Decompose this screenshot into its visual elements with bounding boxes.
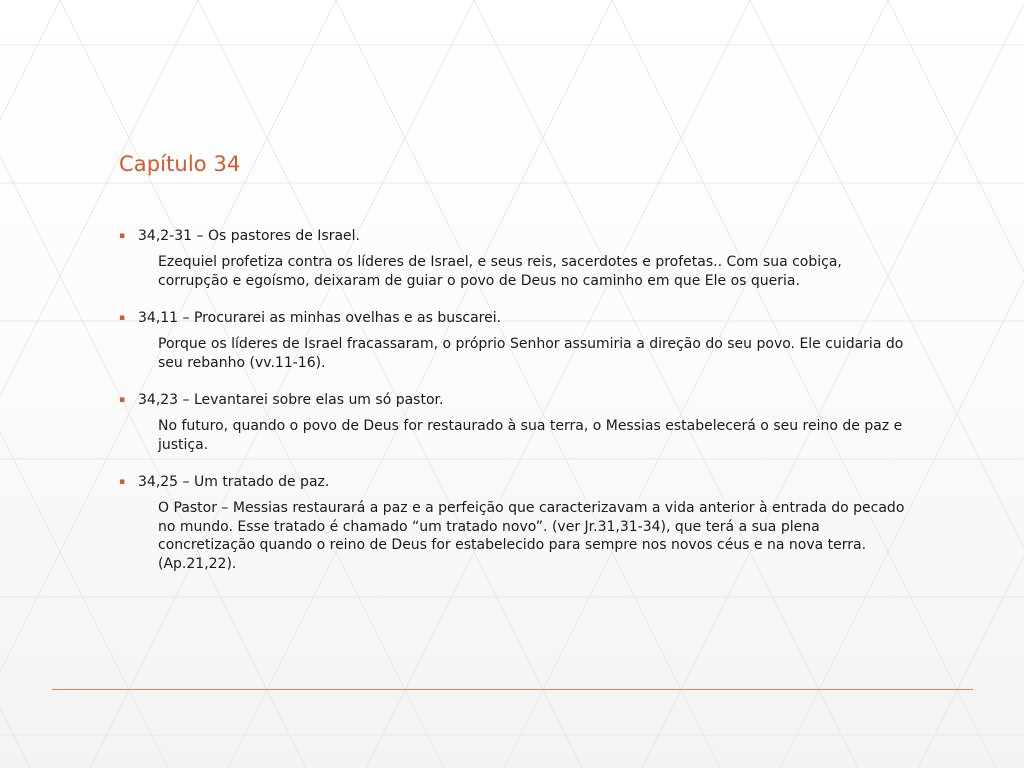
slide-title: Capítulo 34 <box>119 152 241 176</box>
item-heading <box>119 227 909 246</box>
item-heading-text: 34,11 – Procurarei as minhas ovelhas e as buscarei. <box>138 310 502 326</box>
list-item <box>119 309 909 372</box>
square-bullet-icon: ▪ <box>119 395 126 405</box>
item-body: O Pastor – Messias restaurará a paz e a perfeição que caracterizavam a vida anterior à entrada do pecado no mundo. Esse tratado é chamado “um tratado novo”. (ver Jr.31,31-34), que terá a sua plena concretização quando o reino de Deus for estabelecido para sempre nos novos céus e na nova terra.(Ap.21,22). <box>158 500 905 572</box>
list-item <box>119 227 909 290</box>
item-heading <box>119 473 909 492</box>
item-body: Porque os líderes de Israel fracassaram, o próprio Senhor assumiria a direção do seu povo. Ele cuidaria do seu rebanho (vv.11-16). <box>158 336 904 371</box>
item-heading-text: 34,23 – Levantarei sobre elas um só pastor. <box>138 392 444 408</box>
item-heading-text: 34,2-31 – Os pastores de Israel. <box>138 228 360 244</box>
square-bullet-icon: ▪ <box>119 313 126 323</box>
item-heading-text: 34,25 – Um tratado de paz. <box>138 474 330 490</box>
list-item <box>119 391 909 454</box>
square-bullet-icon: ▪ <box>119 477 126 487</box>
list-item <box>119 473 909 573</box>
item-heading <box>119 391 909 410</box>
item-body: Ezequiel profetiza contra os líderes de Israel, e seus reis, sacerdotes e profetas.. Com sua cobiça, corrupção e egoísmo, deixaram de guiar o povo de Deus no caminho em que Ele os queria. <box>158 254 842 289</box>
item-heading <box>119 309 909 328</box>
item-body: No futuro, quando o povo de Deus for restaurado à sua terra, o Messias estabelecerá o seu reino de paz e justiça. <box>158 418 903 453</box>
square-bullet-icon: ▪ <box>119 231 126 241</box>
bullet-list <box>119 227 909 592</box>
footer-divider <box>52 689 973 690</box>
